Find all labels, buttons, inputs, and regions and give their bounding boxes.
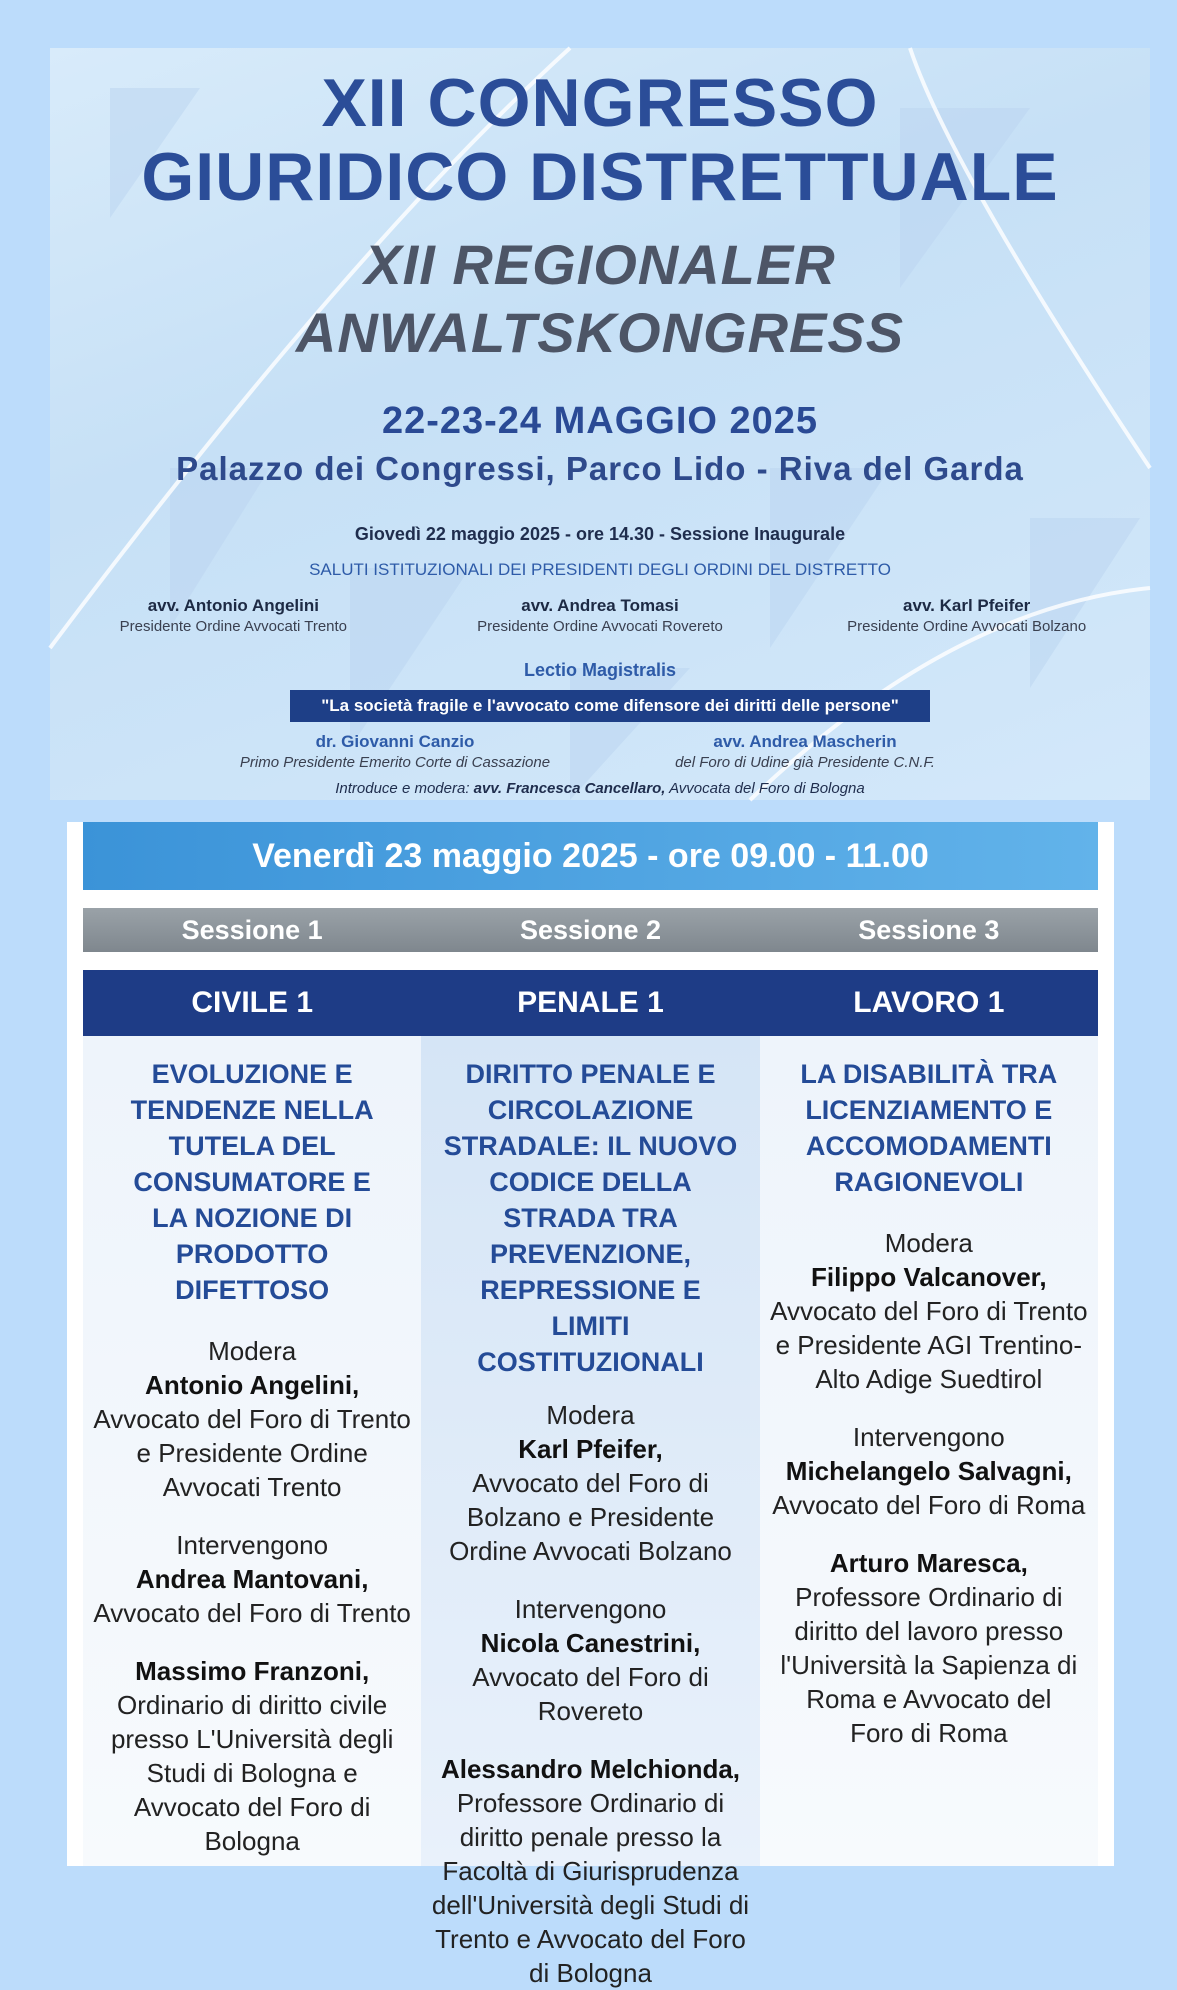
congress-title	[50, 66, 1150, 214]
speakers-label: Intervengono	[514, 1594, 667, 1624]
speaker-name: Arturo Maresca,	[829, 1548, 1028, 1578]
speaker-desc: Ordinario di diritto civile presso L'Università degli Studi di Bologna e Avvocato del Foro di Bologna	[110, 1690, 394, 1856]
president-name: avv. Andrea Tomasi	[521, 596, 679, 615]
speaker-name: Michelangelo Salvagni,	[785, 1456, 1072, 1486]
president-3	[783, 596, 1150, 635]
moderator-line	[50, 780, 1150, 797]
moderator-label: Modera	[546, 1400, 635, 1430]
speaker-desc: Professore Ordinario di diritto del lavoro presso l'Università la Sapienza di Roma e Avvocato del Foro di Roma	[780, 1582, 1078, 1748]
lecturer-2	[600, 732, 1010, 771]
session-3-column	[760, 1036, 1098, 1866]
lectio-label: Lectio Magistralis	[523, 660, 677, 680]
session-topic: EVOLUZIONE E TENDENZE NELLA TUTELA DEL CONSUMATORE E LA NOZIONE DI PRODOTTO DIFETTOSO	[130, 1059, 374, 1305]
president-role: Presidente Ordine Avvocati Bolzano	[847, 618, 1087, 635]
speaker-desc: Avvocato del Foro di Rovereto	[472, 1662, 709, 1726]
subtitle-line-1: XII REGIONALER	[364, 233, 836, 296]
lectio-title-box: "La società fragile e l'avvocato come difensore dei diritti delle persone"	[290, 690, 930, 722]
moderator-prefix: Introduce e modera:	[335, 780, 474, 797]
moderator-label: Modera	[884, 1228, 973, 1258]
lecturer-name: dr. Giovanni Canzio	[315, 732, 475, 751]
session-1-header: Sessione 1	[181, 915, 323, 945]
lecturer-role: Primo Presidente Emerito Corte di Cassazione	[239, 754, 551, 771]
speaker-desc: Avvocato del Foro di Roma	[772, 1490, 1086, 1520]
session-columns	[83, 1036, 1098, 1988]
lecturers-row	[50, 732, 1150, 771]
congress-poster-header	[50, 48, 1150, 800]
president-role: Presidente Ordine Avvocati Rovereto	[477, 618, 723, 635]
speakers-label: Intervengono	[176, 1530, 329, 1560]
congress-venue: Palazzo dei Congressi, Parco Lido - Riva del Garda	[176, 450, 1024, 487]
president-1	[50, 596, 417, 635]
speaker-name: Alessandro Melchionda,	[440, 1754, 741, 1784]
subtitle-line-2: ANWALTSKONGRESS	[295, 301, 905, 364]
greetings-heading: SALUTI ISTITUZIONALI DEI PRESIDENTI DEGLI ORDINI DEL DISTRETTO	[309, 560, 891, 579]
title-line-1: XII CONGRESSO	[321, 65, 879, 141]
session-2-header: Sessione 2	[519, 915, 662, 945]
moderator-label: Modera	[208, 1336, 297, 1366]
president-name: avv. Karl Pfeifer	[903, 596, 1031, 615]
session-topic: DIRITTO PENALE E CIRCOLAZIONE STRADALE: IL NUOVO CODICE DELLA STRADA TRA PREVENZIONE, REPRESSIONE E LIMITI COSTITUZIONALI	[443, 1059, 738, 1377]
category-lavoro: LAVORO 1	[853, 986, 1005, 1019]
lecturer-role: del Foro di Udine già Presidente C.N.F.	[675, 754, 935, 771]
lecturer-1	[190, 732, 600, 771]
congress-subtitle	[50, 231, 1150, 367]
session-1-column	[83, 1036, 421, 1866]
session-headers	[83, 908, 1098, 952]
speaker-desc: Avvocato del Foro di Trento	[93, 1598, 411, 1628]
lecturer-name: avv. Andrea Mascherin	[713, 732, 897, 751]
day-header: Venerdì 23 maggio 2025 - ore 09.00 - 11.00	[83, 822, 1098, 890]
category-penale: PENALE 1	[517, 986, 664, 1019]
title-line-2: GIURIDICO DISTRETTUALE	[141, 139, 1059, 215]
moderator-desc: Avvocato del Foro di Trento e Presidente AGI Trentino-Alto Adige Suedtirol	[770, 1296, 1088, 1394]
moderator-name: Antonio Angelini,	[145, 1370, 360, 1400]
category-headers	[83, 970, 1098, 1036]
session-3-header: Sessione 3	[858, 915, 1000, 945]
session-topic: LA DISABILITÀ TRA LICENZIAMENTO E ACCOMODAMENTI RAGIONEVOLI	[800, 1059, 1058, 1197]
friday-program	[67, 822, 1114, 1988]
category-civile: CIVILE 1	[191, 986, 314, 1019]
moderator-desc: Avvocato del Foro di Bolzano e Presidente Ordine Avvocati Bolzano	[449, 1468, 732, 1566]
moderator-name: Karl Pfeifer,	[518, 1434, 663, 1464]
moderator-desc: Avvocato del Foro di Trento e Presidente Ordine Avvocati Trento	[93, 1404, 411, 1502]
inaugural-session-line: Giovedì 22 maggio 2025 - ore 14.30 - Sessione Inaugurale	[354, 524, 846, 544]
moderator-name: Filippo Valcanover,	[811, 1262, 1047, 1292]
session-2-column	[421, 1036, 759, 1988]
speakers-label: Intervengono	[852, 1422, 1005, 1452]
speaker-name: Nicola Canestrini,	[480, 1628, 701, 1658]
president-name: avv. Antonio Angelini	[147, 596, 319, 615]
presidents-row	[50, 596, 1150, 635]
congress-dates: 22-23-24 MAGGIO 2025	[381, 400, 819, 442]
speaker-desc: Professore Ordinario di diritto penale presso la Facoltà di Giurisprudenza dell'Università degli Studi di Trento e Avvocato del Foro di Bologna	[431, 1788, 750, 1988]
speaker-entry	[431, 1626, 749, 1728]
moderator-role: Avvocata del Foro di Bologna	[665, 780, 865, 797]
president-2	[417, 596, 784, 635]
moderator-name: avv. Francesca Cancellaro,	[473, 780, 666, 797]
speaker-name: Massimo Franzoni,	[135, 1656, 370, 1686]
speaker-name: Andrea Mantovani,	[135, 1564, 369, 1594]
president-role: Presidente Ordine Avvocati Trento	[119, 618, 348, 635]
